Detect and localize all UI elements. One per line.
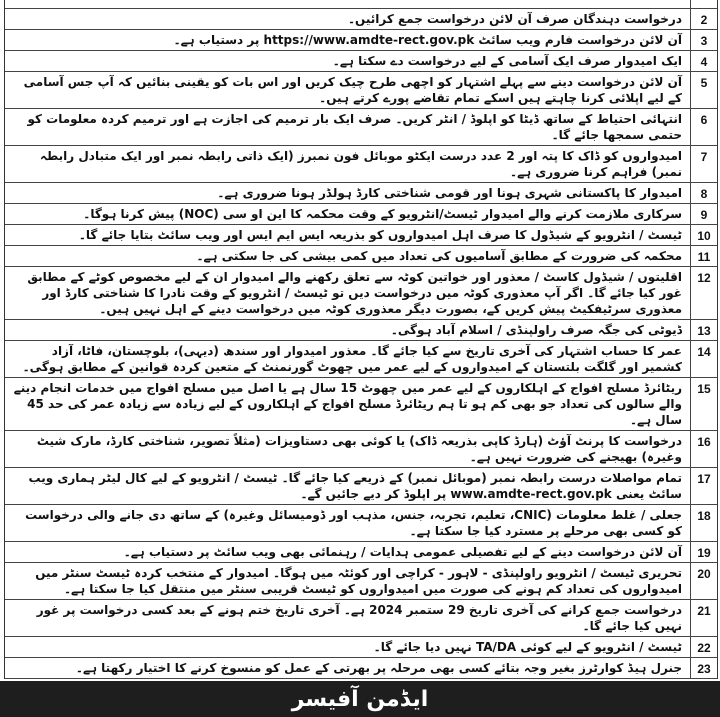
instruction-row-21 — [5, 600, 717, 637]
instruction-number: 2 — [690, 9, 717, 29]
instruction-number: 9 — [690, 204, 717, 224]
instruction-number: 12 — [690, 267, 717, 319]
instruction-row-7 — [5, 146, 717, 183]
instruction-number: 11 — [690, 246, 717, 266]
instruction-text: جنرل ہیڈ کوارٹرز بغیر وجہ بتائے کسی بھی مرحلہ پر بھرتی کے عمل کو منسوخ کرنے کا اختیار رکھتا ہے۔ — [75, 661, 682, 675]
instruction-text: سرکاری ملازمت کرنے والے امیدوار ٹیسٹ/انٹرویو کے وقت محکمہ کا این او سی (NOC) پیش کرنا ہوگا۔ — [83, 207, 682, 221]
instruction-text: اقلیتوں / شیڈول کاسٹ / معذور اور خواتین کوٹہ سے تعلق رکھنے والے امیدوار ان کے لیے مخصوص کوٹے کے مطابق غور کیا جائے گا۔ اگر آپ معذوری کوٹہ میں درخواست دیں تو ٹیسٹ / انٹرویو کے وقت نادرا کا شناختی کارڈ اور معذوری سرٹیفکیٹ پیش کریں کے، بصورت دیگر معذوری کوٹہ میں درخواست دینے کے اہل نہیں ہیں۔ — [27, 270, 682, 316]
instruction-text: امیدوار کا پاکستانی شہری ہونا اور قومی شناختی کارڈ ہولڈر ہونا ضروری ہے۔ — [217, 186, 682, 200]
instruction-row-12 — [5, 267, 717, 320]
instruction-number: 4 — [690, 51, 717, 71]
instruction-number: 21 — [690, 600, 717, 636]
instruction-number: 22 — [690, 637, 717, 657]
table-row-top-edge — [5, 0, 717, 9]
instruction-row-20 — [5, 563, 717, 600]
instruction-row-11 — [5, 246, 717, 267]
instruction-row-6 — [5, 109, 717, 146]
instruction-text: عمر کا حساب اشتہار کی آخری تاریخ سے کیا جائے گا۔ معذور امیدوار اور سندھ (دیہی)، بلوچستان، فاٹا، آزاد کشمیر اور گلگت بلتستان کے امیدواروں کے لیے عمر میں چھوٹ گورنمنٹ کے متعین کردہ قوانین کے مطابق ہوگی۔ — [22, 344, 682, 374]
instruction-number: 5 — [690, 72, 717, 108]
instruction-number: 7 — [690, 146, 717, 182]
instruction-number: 8 — [690, 183, 717, 203]
instruction-text: محکمہ کی ضرورت کے مطابق آسامیوں کی تعداد میں کمی بیشی کی جا سکتی ہے۔ — [196, 249, 682, 263]
instruction-row-13 — [5, 320, 717, 341]
instruction-number: 18 — [690, 505, 717, 541]
instruction-row-8 — [5, 183, 717, 204]
instruction-row-15 — [5, 378, 717, 431]
instruction-row-3 — [5, 30, 717, 51]
instruction-number: 10 — [690, 225, 717, 245]
instruction-row-17 — [5, 468, 717, 505]
instruction-text: ایک امیدوار صرف ایک آسامی کے لیے درخواست دے سکتا ہے۔ — [332, 54, 682, 68]
instruction-text: آن لائن درخواست دینے کے لیے تفصیلی عمومی ہدایات / رہنمائی بھی ویب سائٹ پر دستیاب ہے۔ — [123, 545, 682, 559]
instruction-text: تحریری ٹیسٹ / انٹرویو راولپنڈی - لاہور - کراچی اور کوئٹہ میں ہوگا۔ امیدوار کے منتخب کردہ ٹیسٹ سنٹر میں امیدواروں کی تعداد کم ہونے کی صورت میں امیدواروں کو ٹیسٹ قریبی سنٹر میں منتقل کیا جا سکتا ہے۔ — [35, 566, 682, 596]
instruction-text: آن لائن درخواست دینے سے پہلے اشتہار کو اچھی طرح چیک کریں اور اس بات کو یقینی بنائیں کہ آپ جس آسامی کے لیے اپلائی کرنا چاہتے ہیں اسکے تمام تقاضے پورے کرتے ہیں۔ — [23, 75, 682, 105]
instruction-text: ٹیسٹ / انٹرویو کے لیے کوئی TA/DA نہیں دیا جائے گا۔ — [373, 640, 682, 654]
signature-band — [0, 681, 720, 717]
instruction-number: 13 — [690, 320, 717, 340]
instruction-row-22 — [5, 637, 717, 658]
instruction-number: 6 — [690, 109, 717, 145]
instruction-number: 23 — [690, 658, 717, 678]
instruction-row-18 — [5, 505, 717, 542]
instruction-text: جعلی / غلط معلومات (CNIC، تعلیم، تجربہ، جنس، مذہب اور ڈومیسائل وغیرہ) کے ساتھ دی جانے والی درخواست کو کسی بھی مرحلے پر مسترد کیا جا سکتا ہے۔ — [25, 508, 682, 538]
instruction-number: 15 — [690, 378, 717, 430]
instruction-text: تمام مواصلات درست رابطہ نمبر (موبائل نمبر) کے ذریعے کیا جائے گا۔ ٹیسٹ / انٹرویو کے لیے کال لیٹر ہماری ویب سائٹ یعنی www.amdte-rect.gov.pk پر اپلوڈ کر دیے جائیں گے۔ — [28, 471, 682, 501]
instruction-text: درخواست کا پرنٹ آؤٹ (ہارڈ کاپی بذریعہ ڈاک) یا کوئی بھی دستاویزات (مثلاً تصویر، شناختی کارڈ، مارک شیٹ وغیرہ) بھیجنے کی ضرورت نہیں ہے۔ — [36, 434, 682, 464]
instruction-text: ٹیسٹ / انٹرویو کے شیڈول کا صرف اہل امیدواروں کو بذریعہ ایس ایم ایس اور ویب سائٹ بتایا جائے گا۔ — [78, 228, 682, 242]
instruction-number: 3 — [690, 30, 717, 50]
instruction-text: ڈیوٹی کی جگہ صرف راولپنڈی / اسلام آباد ہوگی۔ — [390, 323, 682, 337]
instruction-row-14 — [5, 341, 717, 378]
instruction-row-4 — [5, 51, 717, 72]
instruction-text: آن لائن درخواست فارم ویب سائٹ https://www.amdte-rect.gov.pk پر دستیاب ہے۔ — [173, 33, 682, 47]
instruction-number: 19 — [690, 542, 717, 562]
instruction-row-16 — [5, 431, 717, 468]
instruction-text: ریٹائرڈ مسلح افواج کے اہلکاروں کے لیے عمر میں چھوٹ 15 سال ہے یا اصل میں مسلح افواج میں خدمات انجام دینے والے سالوں کی تعداد جو بھی کم ہو تا ہم ریٹائرڈ مسلح افواج کے اہلکاروں کے لیے زیادہ سے زیادہ عمر کی حد 45 سال ہے۔ — [13, 381, 682, 427]
instruction-number: 17 — [690, 468, 717, 504]
instruction-row-9 — [5, 204, 717, 225]
instruction-text: امیدواروں کو ڈاک کا پتہ اور 2 عدد درست ایکٹو موبائل فون نمبرز (ایک ذاتی رابطہ نمبر اور ایک متبادل رابطہ نمبر) فراہم کرنا ضروری ہے۔ — [39, 149, 682, 179]
instruction-text: درخواست دہندگان صرف آن لائن درخواست جمع کرائیں۔ — [348, 12, 682, 26]
instruction-number: 16 — [690, 431, 717, 467]
instruction-row-5 — [5, 72, 717, 109]
instruction-text: انتہائی احتیاط کے ساتھ ڈیٹا کو اپلوڈ / انٹر کریں۔ صرف ایک بار ترمیم کی اجازت ہے اور ترمیم کردہ معلومات کو حتمی سمجھا جائے گا۔ — [27, 112, 682, 142]
instructions-table — [4, 0, 718, 679]
instruction-text: درخواست جمع کرانے کی آخری تاریخ 29 ستمبر 2024 ہے۔ آخری تاریخ ختم ہونے کے بعد کسی درخواست پر غور نہیں کیا جائے گا۔ — [36, 603, 682, 633]
instruction-row-2 — [5, 9, 717, 30]
instruction-number: 14 — [690, 341, 717, 377]
instruction-number: 20 — [690, 563, 717, 599]
admin-officer-title: ایڈمن آفیسر — [291, 686, 429, 712]
instruction-row-19 — [5, 542, 717, 563]
instruction-row-23 — [5, 658, 717, 679]
instruction-row-10 — [5, 225, 717, 246]
